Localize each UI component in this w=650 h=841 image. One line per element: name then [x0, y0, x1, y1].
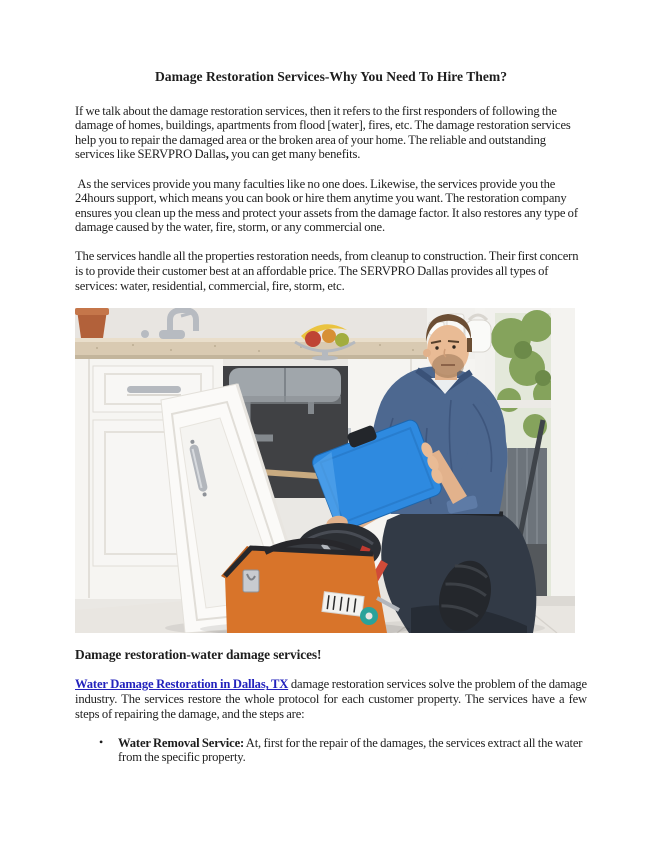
- paragraph-4: [75, 677, 587, 721]
- steps-list: [75, 736, 587, 766]
- barcode-label: [322, 591, 364, 616]
- paragraph-1-text: If we talk about the damage restoration services, then it refers to the first responders of following the damage of homes, buildings, apartments from flood [water], fires, etc. The damage restoration services help you to repair the damaged area or the broken area of your home. The reliable and outstanding services like SERVPRO Dallas: [75, 103, 571, 162]
- paragraph-1-bold: ,: [225, 147, 229, 162]
- article-photo: [75, 308, 575, 633]
- paragraph-4-text: damage restoration services solve the problem of the damage industry. The services restore the whole protocol for each customer property. The services have a few steps of repairing the damage, and the steps are:: [75, 677, 587, 721]
- water-damage-restoration-link[interactable]: Water Damage Restoration in Dallas, TX: [75, 677, 289, 692]
- section-heading: Damage restoration-water damage services!: [75, 646, 322, 662]
- paragraph-3: The services handle all the properties restoration needs, from cleanup to construction. Their first concern is to provide their customer best at an affordable price. The SERVPRO Dallas provides all types of services: water, residential, commercial, fire, storm, etc.: [75, 249, 579, 293]
- kitchen-photo-illustration: [75, 308, 575, 633]
- countertop: [75, 338, 427, 359]
- list-item-lead: Water Removal Service:: [118, 735, 245, 750]
- list-item: [99, 734, 587, 766]
- bullet-icon: •: [99, 734, 104, 749]
- paragraph-1: [75, 104, 587, 162]
- paragraph-2: As the services provide you many faculties like no one does. Likewise, the services provide you the 24hours support, which means you can book or hire them anytime you want. The restoration company ensures you clean up the mess and protect your assets from the damage factor. It also restores any type of damage caused by the water, fire, storm, or any commercial one.: [75, 176, 581, 235]
- paragraph-1-tail: you can get many benefits.: [228, 147, 361, 162]
- article-title: Damage Restoration Services-Why You Need To Hire Them?: [154, 69, 508, 84]
- list-item-text: At, first for the repair of the damages, the services extract all the water from the specific property.: [118, 735, 583, 765]
